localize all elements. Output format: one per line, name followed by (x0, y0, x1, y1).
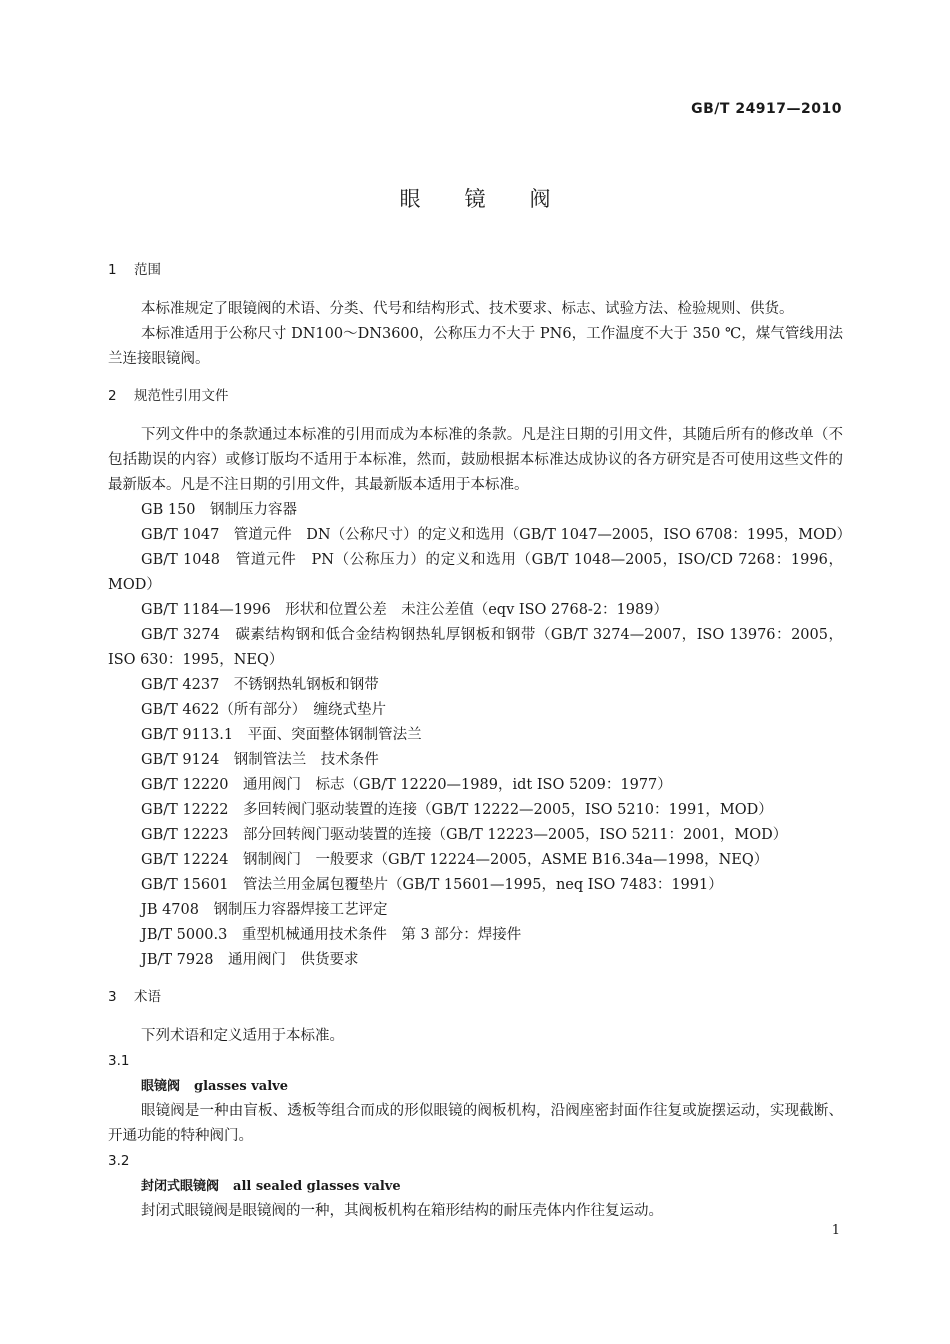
term-name (108, 1174, 843, 1199)
term-definition: 封闭式眼镜阀是眼镜阀的一种，其阀板机构在箱形结构的耐压壳体内作往复运动。 (141, 1203, 663, 1219)
paragraph: 下列术语和定义适用于本标准。 (141, 1028, 344, 1044)
reference-item: JB 4708 钢制压力容器焊接工艺评定 (141, 902, 388, 918)
reference-item: GB/T 12223 部分回转阀门驱动装置的连接（GB/T 12223—2005，ISO 5211：2001，MOD） (141, 827, 788, 843)
term-number: 3.2 (108, 1153, 130, 1169)
term-name-zh: 封闭式眼镜阀 (141, 1179, 220, 1194)
section-heading-scope (108, 258, 843, 283)
section-number: 2 (108, 388, 117, 404)
term-number: 3.1 (108, 1053, 130, 1069)
reference-item: GB/T 12224 钢制阀门 一般要求（GB/T 12224—2005，ASME B16.34a—1998，NEQ） (141, 852, 769, 868)
term-name-en: all sealed glasses valve (233, 1179, 401, 1194)
reference-item: GB/T 4622（所有部分） 缠绕式垫片 (141, 702, 387, 718)
reference-item: GB 150 钢制压力容器 (141, 502, 298, 518)
term-name (108, 1074, 843, 1099)
reference-item: JB/T 5000.3 重型机械通用技术条件 第 3 部分：焊接件 (141, 927, 522, 943)
section-title: 术语 (134, 989, 161, 1005)
reference-item: GB/T 12222 多回转阀门驱动装置的连接（GB/T 12222—2005，ISO 5210：1991，MOD） (141, 802, 773, 818)
section-number: 3 (108, 989, 117, 1005)
reference-item: GB/T 1184—1996 形状和位置公差 未注公差值（eqv ISO 2768-2：1989） (141, 602, 668, 618)
reference-item: GB/T 3274 碳素结构钢和低合金结构钢热轧厚钢板和钢带（GB/T 3274—2007，ISO 13976：2005，ISO 630：1995，NEQ） (108, 627, 843, 668)
reference-item: GB/T 1047 管道元件 DN（公称尺寸）的定义和选用（GB/T 1047—2005，ISO 6708：1995，MOD） (141, 527, 852, 543)
paragraph: 本标准规定了眼镜阀的术语、分类、代号和结构形式、技术要求、标志、试验方法、检验规则、供货。 (141, 301, 794, 317)
reference-item: GB/T 4237 不锈钢热轧钢板和钢带 (141, 677, 379, 693)
term-definition: 眼镜阀是一种由盲板、透板等组合而成的形似眼镜的阀板机构，沿阀座密封面作往复或旋摆运动，实现截断、开通功能的特种阀门。 (108, 1103, 843, 1144)
section-heading-terms (108, 985, 843, 1010)
section-number: 1 (108, 262, 117, 278)
page-number: 1 (831, 1223, 840, 1238)
paragraph: 下列文件中的条款通过本标准的引用而成为本标准的条款。凡是注日期的引用文件，其随后所有的修改单（不包括勘误的内容）或修订版均不适用于本标准，然而，鼓励根据本标准达成协议的各方研究是否可使用这些文件的最新版本。凡是不注日期的引用文件，其最新版本适用于本标准。 (108, 427, 843, 493)
term-name-zh: 眼镜阀 (141, 1079, 181, 1094)
reference-item: GB/T 15601 管法兰用金属包覆垫片（GB/T 15601—1995，neq ISO 7483：1991） (141, 877, 723, 893)
document-body (108, 258, 852, 1224)
term-name-en: glasses valve (194, 1079, 288, 1094)
document-title: 眼镜阀 (399, 187, 595, 211)
section-heading-normative-references (108, 384, 843, 409)
paragraph: 本标准适用于公称尺寸 DN100～DN3600，公称压力不大于 PN6，工作温度不大于 350 ℃，煤气管线用法兰连接眼镜阀。 (108, 326, 843, 367)
reference-item: JB/T 7928 通用阀门 供货要求 (141, 952, 359, 968)
section-title: 范围 (134, 262, 161, 278)
section-title: 规范性引用文件 (134, 388, 229, 404)
reference-item: GB/T 9113.1 平面、突面整体钢制管法兰 (141, 727, 422, 743)
reference-item: GB/T 1048 管道元件 PN（公称压力）的定义和选用（GB/T 1048—2005，ISO/CD 7268：1996，MOD） (108, 552, 843, 593)
standard-number: GB/T 24917—2010 (691, 101, 842, 117)
reference-item: GB/T 12220 通用阀门 标志（GB/T 12220—1989，idt ISO 5209：1977） (141, 777, 672, 793)
reference-item: GB/T 9124 钢制管法兰 技术条件 (141, 752, 379, 768)
